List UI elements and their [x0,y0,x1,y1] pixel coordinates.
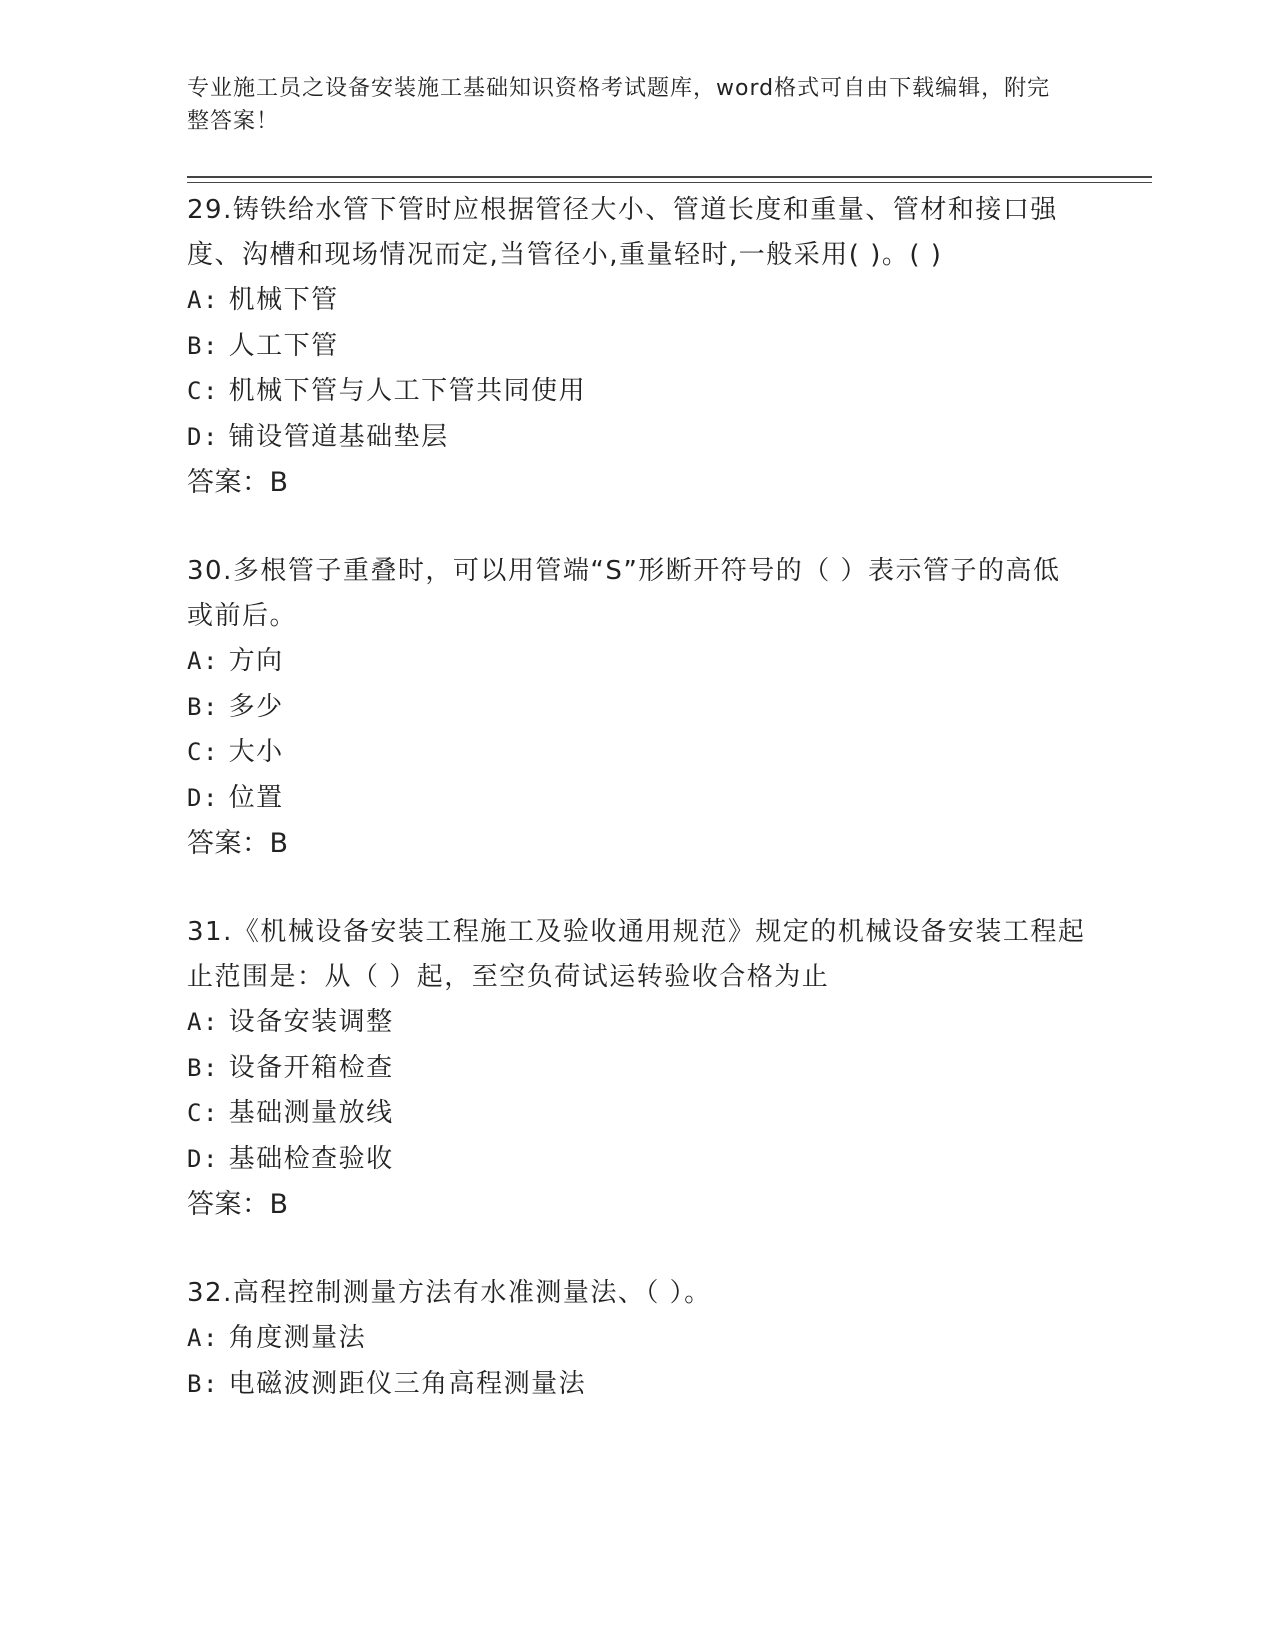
question-stem: 31.《机械设备安装工程施工及验收通用规范》规定的机械设备安装工程起止范围是：从（ ）起，至空负荷试运转验收合格为止 [187,917,1086,992]
option-text: 方向 [228,646,284,676]
option-b [187,1362,1087,1408]
answer-line: 答案：B [187,467,289,498]
question-stem: 29.铸铁给水管下管时应根据管径大小、管道长度和重量、管材和接口强度、沟槽和现场情况而定,当管径小,重量轻时,一般采用( )。( ) [187,195,1058,270]
option-text: 大小 [228,737,284,767]
option-text: 机械下管 [228,285,339,315]
option-b [187,1046,1087,1092]
option-key: B: [187,1053,219,1082]
option-c [187,730,1087,776]
option-text: 基础检查验收 [228,1143,394,1174]
header-divider-thin [187,182,1152,183]
option-a [187,1000,1087,1046]
option-key: D: [187,422,219,451]
option-text: 电磁波测距仪三角高程测量法 [228,1368,587,1399]
option-key: C: [187,738,219,766]
option-text: 多少 [228,691,284,722]
option-key: A: [187,1324,219,1352]
option-text: 设备安装调整 [228,1007,394,1037]
header-divider-thick [187,176,1152,178]
option-key: C: [187,377,219,405]
option-d [187,1137,1087,1183]
option-key: D: [187,1144,219,1173]
question-stem: 32.高程控制测量方法有水准测量法、（ ）。 [187,1278,712,1308]
option-key: A: [187,647,219,675]
option-key: C: [187,1099,219,1127]
option-key: D: [187,783,219,812]
question-31 [187,910,1087,1227]
option-text: 基础测量放线 [228,1098,394,1128]
question-30 [187,549,1087,866]
option-b [187,685,1087,731]
option-key: A: [187,1008,219,1036]
option-a [187,278,1087,324]
option-b [187,324,1087,370]
option-text: 设备开箱检查 [228,1052,394,1083]
option-key: B: [187,331,219,360]
option-a [187,639,1087,685]
document-header: 专业施工员之设备安装施工基础知识资格考试题库，word格式可自由下载编辑，附完整答案！ [187,76,1051,134]
option-d [187,415,1087,461]
question-29 [187,188,1087,505]
option-c [187,1091,1087,1137]
option-text: 机械下管与人工下管共同使用 [228,376,587,406]
option-text: 位置 [228,782,284,813]
option-key: A: [187,286,219,314]
option-d [187,776,1087,822]
answer-line: 答案：B [187,1189,289,1220]
option-text: 铺设管道基础垫层 [228,421,449,452]
option-text: 角度测量法 [228,1323,367,1353]
question-stem: 30.多根管子重叠时，可以用管端“S”形断开符号的（ ）表示管子的高低或前后。 [187,556,1061,631]
option-a [187,1316,1087,1362]
option-text: 人工下管 [228,330,339,361]
question-list [187,188,1087,1451]
answer-line: 答案：B [187,828,289,859]
option-key: B: [187,1369,219,1398]
option-c [187,369,1087,415]
question-32 [187,1271,1087,1407]
option-key: B: [187,692,219,721]
